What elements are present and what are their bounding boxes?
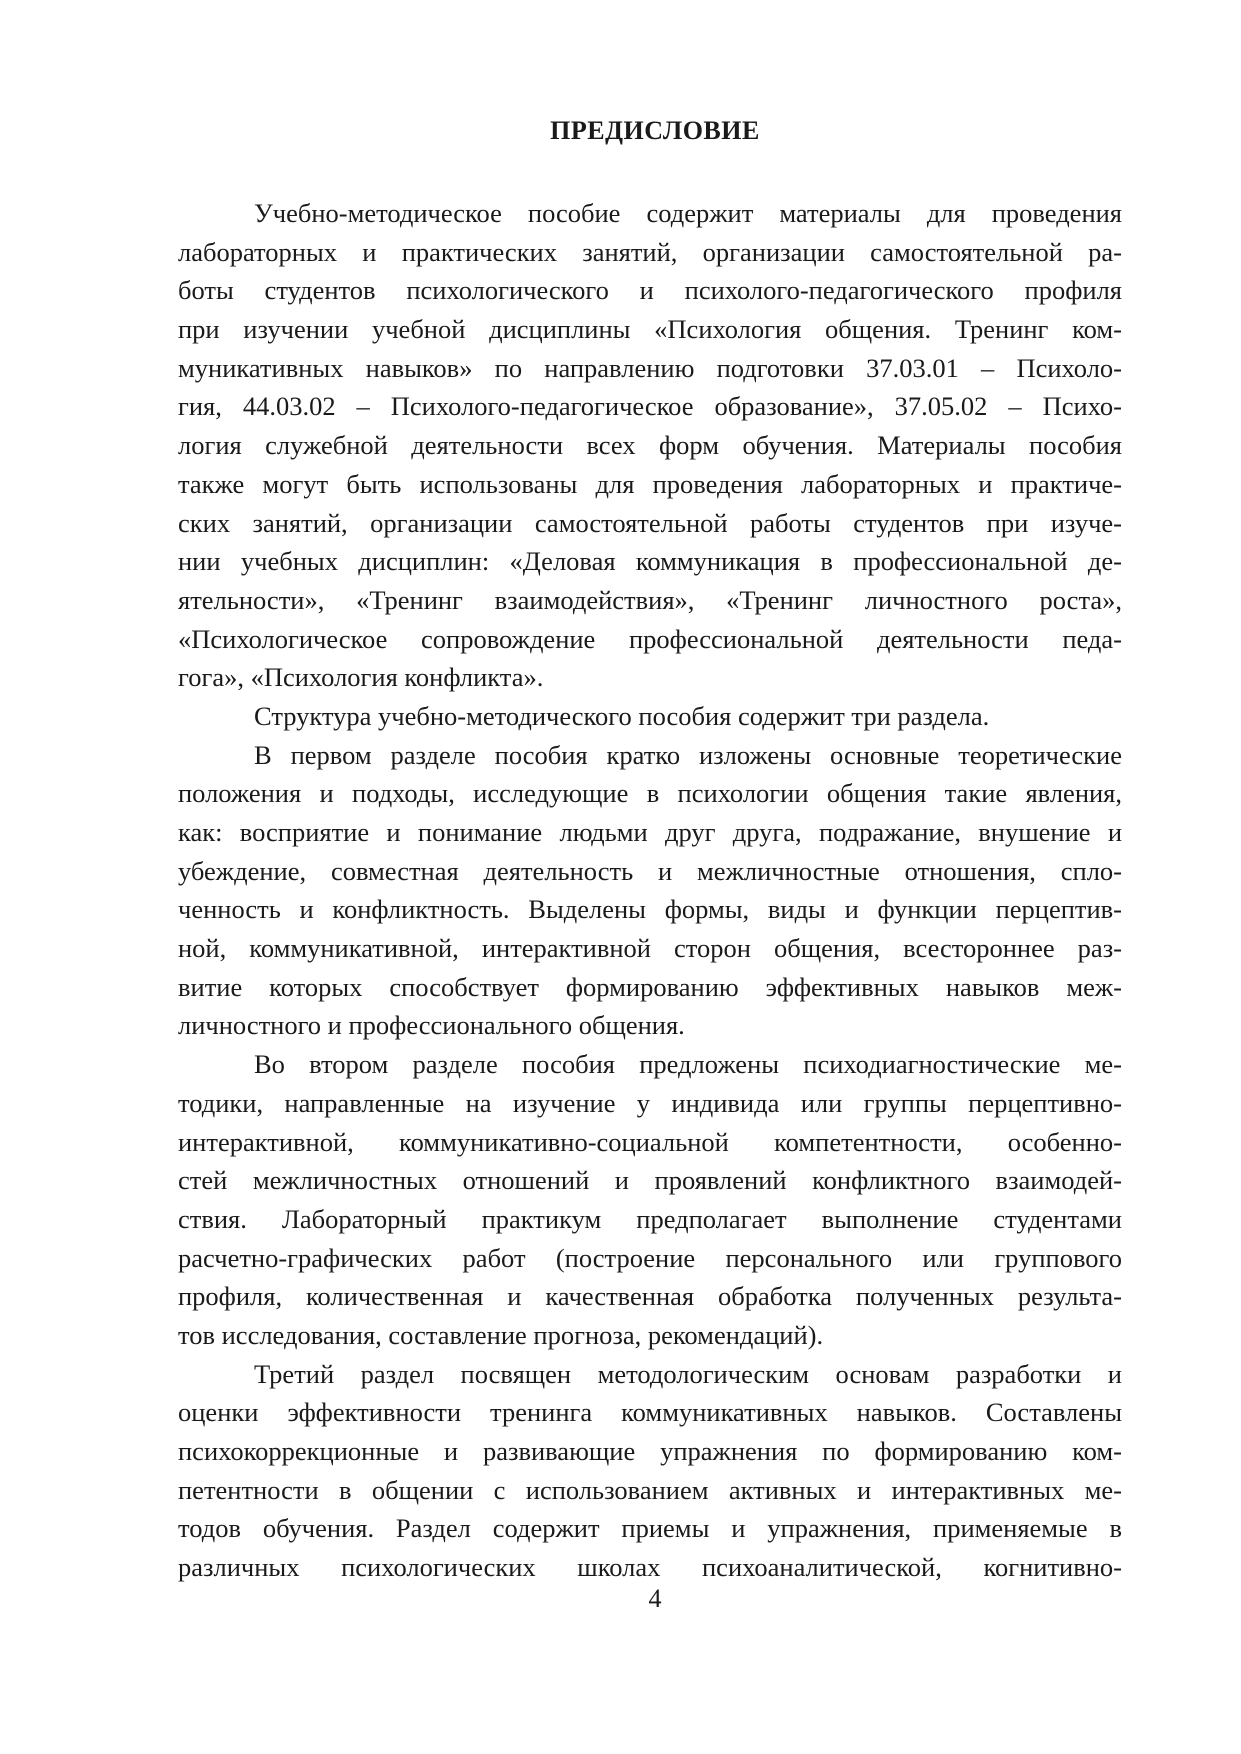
text-line: различных психологических школах психоаналитической, когнитивно- xyxy=(178,1552,1122,1583)
text-line: как: восприятие и понимание людьми друг друга, подражание, внушение и xyxy=(178,817,1122,847)
text-line: также могут быть использованы для проведения лабораторных и практиче- xyxy=(178,468,1122,499)
page-title: ПРЕДИСЛОВИЕ xyxy=(550,116,760,145)
text-line: Учебно-методическое пособие содержит материалы для проведения xyxy=(254,198,1122,228)
text-line: при изучении учебной дисциплины «Психология общения. Тренинг ком- xyxy=(178,314,1122,345)
text-line: боты студентов психологического и психолого-педагогического профиля xyxy=(178,275,1122,306)
text-line: гога», «Психология конфликта». xyxy=(178,662,544,693)
text-line: «Психологическое сопровождение профессиональной деятельности педа- xyxy=(178,623,1122,654)
text-line: Третий раздел посвящен методологическим основам разработки и xyxy=(254,1358,1122,1389)
text-line: личностного и профессионального общения. xyxy=(178,1010,685,1041)
text-line: Структура учебно-методического пособия содержит три раздела. xyxy=(254,700,990,731)
text-line: расчетно-графических работ (построение персонального или группового xyxy=(178,1242,1122,1273)
text-line: убеждение, совместная деятельность и межличностные отношения, спло- xyxy=(178,855,1122,886)
text-line: положения и подходы, исследующие в психологии общения такие явления, xyxy=(178,778,1122,809)
text-line: профиля, количественная и качественная обработка полученных результа- xyxy=(178,1281,1122,1312)
text-line: В первом разделе пособия кратко изложены основные теоретические xyxy=(254,739,1122,770)
text-line: ских занятий, организации самостоятельной работы студентов при изуче- xyxy=(178,507,1122,538)
text-line: логия служебной деятельности всех форм обучения. Материалы пособия xyxy=(178,430,1122,461)
text-line: тодов обучения. Раздел содержит приемы и упражнения, применяемые в xyxy=(178,1513,1122,1544)
text-line: ятельности», «Тренинг взаимодействия», «Тренинг личностного роста», xyxy=(178,584,1122,615)
text-line: психокоррекционные и развивающие упражнения по формированию ком- xyxy=(178,1436,1122,1466)
text-line: ной, коммуникативной, интерактивной сторон общения, всестороннее раз- xyxy=(178,933,1122,964)
text-line: витие которых способствует формированию эффективных навыков меж- xyxy=(178,971,1122,1002)
text-line: тов исследования, составление прогноза, рекомендаций). xyxy=(178,1319,824,1350)
text-line: гия, 44.03.02 – Психолого-педагогическое образование», 37.05.02 – Психо- xyxy=(178,391,1122,422)
text-line: оценки эффективности тренинга коммуникативных навыков. Составлены xyxy=(178,1397,1122,1428)
text-line: стей межличностных отношений и проявлений конфликтного взаимодей- xyxy=(178,1165,1122,1196)
body-text xyxy=(178,194,1122,1587)
text-line: нии учебных дисциплин: «Деловая коммуникация в профессиональной де- xyxy=(178,546,1122,577)
text-line: муникативных навыков» по направлению подготовки 37.03.01 – Психоло- xyxy=(178,352,1122,383)
page-number: 4 xyxy=(648,1584,662,1613)
text-line: интерактивной, коммуникативно-социальной компетентности, особенно- xyxy=(178,1126,1122,1157)
text-line: лабораторных и практических занятий, организации самостоятельной ра- xyxy=(178,236,1122,267)
text-line: петентности в общении с использованием активных и интерактивных ме- xyxy=(178,1474,1122,1505)
text-line: ствия. Лабораторный практикум предполагает выполнение студентами xyxy=(178,1203,1122,1234)
text-line: ченность и конфликтность. Выделены формы, виды и функции перцептив- xyxy=(178,894,1122,925)
text-line: Во втором разделе пособия предложены психодиагностические ме- xyxy=(254,1049,1122,1080)
text-line: тодики, направленные на изучение у индивида или группы перцептивно- xyxy=(178,1087,1122,1118)
